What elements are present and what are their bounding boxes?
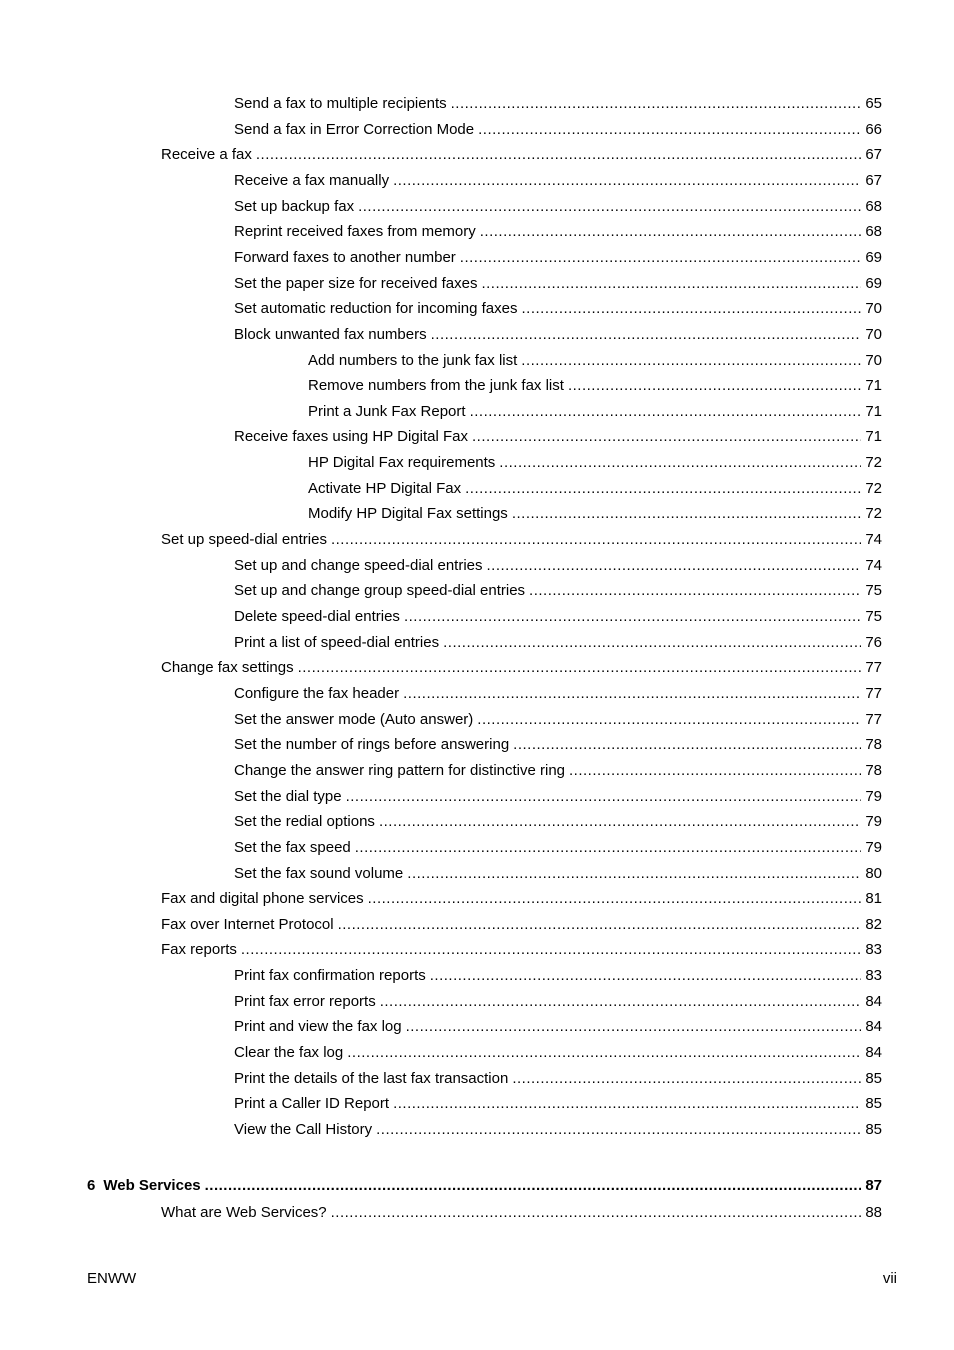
toc-entry-page: 74 xyxy=(865,556,882,574)
chapter-number: 6 xyxy=(87,1177,96,1194)
dot-leader xyxy=(431,324,862,346)
toc-entry-page: 77 xyxy=(865,684,882,702)
toc-entry-page: 72 xyxy=(865,479,882,497)
dot-leader xyxy=(407,863,861,885)
toc-entry-label: Remove numbers from the junk fax list xyxy=(308,377,564,395)
toc-entry-page: 68 xyxy=(865,197,882,215)
toc-entry[interactable] xyxy=(234,1016,882,1038)
toc-entry-label: Receive faxes using HP Digital Fax xyxy=(234,428,468,446)
dot-leader xyxy=(380,991,862,1013)
toc-entry-label: Receive a fax xyxy=(161,146,252,164)
dot-leader xyxy=(430,965,862,987)
toc-entry-label: Set the answer mode (Auto answer) xyxy=(234,710,474,728)
toc-entry[interactable] xyxy=(234,273,882,295)
dot-leader xyxy=(393,170,861,192)
toc-entry-label: Send a fax to multiple recipients xyxy=(234,95,447,112)
footer-page-number: vii xyxy=(882,1270,897,1287)
toc-entry-page: 67 xyxy=(865,171,882,189)
toc-entry[interactable] xyxy=(308,350,882,372)
dot-leader xyxy=(569,760,861,782)
toc-entry[interactable] xyxy=(308,452,882,474)
toc-entry[interactable] xyxy=(234,196,882,218)
toc-entry[interactable] xyxy=(234,991,882,1013)
toc-entry[interactable] xyxy=(161,529,882,551)
dot-leader xyxy=(443,632,861,654)
toc-entry-page: 72 xyxy=(865,454,882,472)
dot-leader xyxy=(368,888,862,910)
toc-entry-page: 71 xyxy=(865,428,882,446)
toc-entry-page: 79 xyxy=(865,787,882,805)
chapter-heading[interactable] xyxy=(87,1175,882,1197)
toc-entry-label: Set up and change group speed-dial entries xyxy=(234,582,526,600)
toc-entry[interactable] xyxy=(234,426,882,448)
toc-entry-label: Modify HP Digital Fax settings xyxy=(308,505,508,523)
dot-leader xyxy=(205,1175,862,1197)
toc-entry[interactable] xyxy=(234,1068,882,1090)
toc-entry-label: Print and view the fax log xyxy=(234,1018,402,1036)
toc-entry[interactable] xyxy=(234,1119,882,1141)
toc-entry-page: 80 xyxy=(865,864,882,882)
dot-leader xyxy=(487,555,862,577)
toc-entry-label: Set up and change speed-dial entries xyxy=(234,556,483,574)
toc-entry[interactable] xyxy=(234,170,882,192)
toc-entry[interactable] xyxy=(234,93,882,115)
dot-leader xyxy=(512,503,862,525)
toc-entry-page: 82 xyxy=(865,915,882,933)
dot-leader xyxy=(355,837,862,859)
toc-entry-page: 83 xyxy=(865,941,882,959)
toc-entry-label: Activate HP Digital Fax xyxy=(308,479,462,497)
toc-entry-page: 84 xyxy=(865,1018,882,1036)
footer-left-text: ENWW xyxy=(87,1270,137,1287)
toc-entry-label: View the Call History xyxy=(234,1121,373,1138)
toc-entry[interactable] xyxy=(308,375,882,397)
dot-leader xyxy=(404,606,861,628)
toc-entry-label: Set automatic reduction for incoming faxes xyxy=(234,300,518,318)
toc-entry-label: Set up speed-dial entries xyxy=(161,531,327,549)
toc-entry[interactable] xyxy=(234,965,882,987)
toc-entry[interactable] xyxy=(234,734,882,756)
toc-entry[interactable] xyxy=(161,1202,882,1224)
toc-entry-page: 69 xyxy=(865,248,882,266)
toc-entry-page: 85 xyxy=(865,1095,882,1113)
toc-entry-label: Change the answer ring pattern for distinctive ring xyxy=(234,761,566,779)
toc-entry-page: 70 xyxy=(865,300,882,318)
toc-entry-label: Add numbers to the junk fax list xyxy=(308,351,518,369)
toc-entry-label: Receive a fax manually xyxy=(234,171,390,189)
toc-entry-label: Set up backup fax xyxy=(234,197,355,215)
toc-entry[interactable] xyxy=(234,606,882,628)
toc-entry-page: 72 xyxy=(865,505,882,523)
toc-entry-page: 70 xyxy=(865,351,882,369)
toc-entry-label: Set the fax speed xyxy=(234,838,351,856)
toc-entry-label: Set the redial options xyxy=(234,813,375,831)
toc-entry-label: Set the fax sound volume xyxy=(234,864,404,882)
dot-leader xyxy=(470,401,862,423)
toc-entry-page: 79 xyxy=(865,813,882,831)
toc-entry[interactable] xyxy=(234,632,882,654)
toc-entry[interactable] xyxy=(161,939,882,961)
toc-entry-label: Print fax confirmation reports xyxy=(234,967,426,985)
toc-entry-label: Fax over Internet Protocol xyxy=(161,915,334,933)
dot-leader xyxy=(347,1042,861,1064)
toc-entry[interactable] xyxy=(161,657,882,679)
toc-entry[interactable] xyxy=(161,888,882,910)
toc-entry-label: Configure the fax header xyxy=(234,684,400,702)
toc-entry-page: 75 xyxy=(865,608,882,625)
toc-entry[interactable] xyxy=(234,837,882,859)
toc-entry[interactable] xyxy=(234,247,882,269)
toc-entry-page: 85 xyxy=(865,1069,882,1087)
toc-entry-page: 88 xyxy=(865,1204,882,1221)
toc-entry-page: 84 xyxy=(865,1044,882,1062)
dot-leader xyxy=(338,914,862,936)
toc-entry[interactable] xyxy=(161,914,882,936)
toc-entry-label: Block unwanted fax numbers xyxy=(234,325,427,343)
toc-entry[interactable] xyxy=(234,760,882,782)
dot-leader xyxy=(480,221,862,243)
toc-entry-label: What are Web Services? xyxy=(161,1204,327,1221)
toc-entry-label: Print a Caller ID Report xyxy=(234,1095,390,1113)
toc-entry-page: 83 xyxy=(865,967,882,985)
toc-entry-label: Print a Junk Fax Report xyxy=(308,402,466,420)
toc-entry-label: Reprint received faxes from memory xyxy=(234,223,476,241)
toc-entry[interactable] xyxy=(234,863,882,885)
dot-leader xyxy=(529,580,861,602)
toc-entry-label: Print a list of speed-dial entries xyxy=(234,633,440,651)
toc-entry[interactable] xyxy=(161,144,882,166)
toc-entry[interactable] xyxy=(234,555,882,577)
toc-entry-label: Change fax settings xyxy=(161,659,294,677)
dot-leader xyxy=(451,93,862,115)
toc-entry-label: Fax and digital phone services xyxy=(161,890,364,908)
toc-entry[interactable] xyxy=(234,298,882,320)
dot-leader xyxy=(346,786,862,808)
dot-leader xyxy=(406,1016,862,1038)
dot-leader xyxy=(403,683,861,705)
toc-entry-label: Set the paper size for received faxes xyxy=(234,274,478,292)
toc-entry-label: Print fax error reports xyxy=(234,992,376,1010)
toc-entry-label: Set the number of rings before answering xyxy=(234,736,510,754)
dot-leader xyxy=(478,119,861,141)
dot-leader xyxy=(499,452,861,474)
toc-entry-page: 81 xyxy=(865,890,882,908)
toc-entry-label: Forward faxes to another number xyxy=(234,248,456,266)
toc-entry[interactable] xyxy=(234,1042,882,1064)
toc-entry[interactable] xyxy=(234,811,882,833)
toc-entry-label: Fax reports xyxy=(161,941,237,959)
toc-entry-page: 70 xyxy=(865,325,882,343)
toc-entry[interactable] xyxy=(234,119,882,141)
dot-leader xyxy=(521,350,861,372)
toc-entry[interactable] xyxy=(308,503,882,525)
toc-entry-page: 78 xyxy=(865,736,882,754)
dot-leader xyxy=(460,247,862,269)
toc-entry-page: 85 xyxy=(865,1121,882,1138)
chapter-title: Web Services xyxy=(103,1177,201,1194)
dot-leader xyxy=(298,657,862,679)
dot-leader xyxy=(393,1093,861,1115)
toc-entry-page: 78 xyxy=(865,761,882,779)
toc-entry-page: 79 xyxy=(865,838,882,856)
dot-leader xyxy=(379,811,861,833)
toc-entry[interactable] xyxy=(234,786,882,808)
dot-leader xyxy=(331,529,861,551)
toc-entry-page: 67 xyxy=(865,146,882,164)
toc-entry-label: HP Digital Fax requirements xyxy=(308,454,496,472)
dot-leader xyxy=(241,939,861,961)
dot-leader xyxy=(513,734,861,756)
toc-entry-page: 65 xyxy=(865,95,882,112)
toc-entry-page: 76 xyxy=(865,633,882,651)
toc-entry-label: Delete speed-dial entries xyxy=(234,608,400,625)
chapter-page-number: 87 xyxy=(865,1177,882,1194)
dot-leader xyxy=(465,478,861,500)
dot-leader xyxy=(568,375,861,397)
toc-entry-label: Print the details of the last fax transaction xyxy=(234,1069,509,1087)
toc-entry-label: Send a fax in Error Correction Mode xyxy=(234,120,475,138)
toc-entry[interactable] xyxy=(308,401,882,423)
dot-leader xyxy=(477,709,861,731)
dot-leader xyxy=(256,144,861,166)
toc-entry-page: 68 xyxy=(865,223,882,241)
toc-entry-page: 71 xyxy=(865,402,882,420)
dot-leader xyxy=(358,196,861,218)
dot-leader xyxy=(472,426,861,448)
dot-leader xyxy=(521,298,861,320)
toc-entry[interactable] xyxy=(234,221,882,243)
toc-entry-label: Clear the fax log xyxy=(234,1044,344,1062)
toc-entry[interactable] xyxy=(234,709,882,731)
dot-leader xyxy=(512,1068,861,1090)
toc-entry[interactable] xyxy=(234,324,882,346)
toc-entry-page: 71 xyxy=(865,377,882,395)
dot-leader xyxy=(481,273,861,295)
toc-entry-label: Set the dial type xyxy=(234,787,342,805)
toc-entry-page: 75 xyxy=(865,582,882,600)
dot-leader xyxy=(376,1119,861,1141)
toc-entry-page: 66 xyxy=(865,120,882,138)
toc-entry-page: 77 xyxy=(865,659,882,677)
toc-entry[interactable] xyxy=(234,1093,882,1115)
toc-entry-page: 74 xyxy=(865,531,882,549)
dot-leader xyxy=(331,1202,862,1224)
toc-entry-page: 69 xyxy=(865,274,882,292)
toc-entry-page: 84 xyxy=(865,992,882,1010)
toc-entry[interactable] xyxy=(234,580,882,602)
toc-entry[interactable] xyxy=(308,478,882,500)
toc-entry[interactable] xyxy=(234,683,882,705)
toc-entry-page: 77 xyxy=(865,710,882,728)
